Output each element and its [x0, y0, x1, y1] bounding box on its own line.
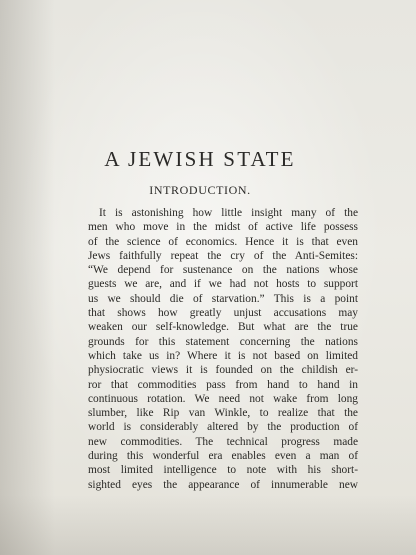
- text-line: sighted eyes the appearance of innumerable new: [88, 478, 358, 491]
- section-heading: INTRODUCTION.: [149, 183, 251, 197]
- text-line: Jews faithfully repeat the cry of the Anti-Semites:: [88, 249, 358, 262]
- text-line: slumber, like Rip van Winkle, to realize that the: [88, 407, 358, 420]
- text-line: which take us in? Where it is not based on limited: [88, 349, 358, 362]
- text-line: world is considerably altered by the production of: [88, 421, 358, 434]
- text-line: that shows how greatly unjust accusations may: [88, 307, 358, 320]
- text-line: grounds for this statement concerning the nations: [88, 335, 358, 348]
- text-line: continuous rotation. We need not wake from long: [88, 392, 358, 405]
- text-line: men who move in the midst of active life possess: [88, 221, 358, 234]
- text-line: guests we are, and if we had not hosts to support: [88, 278, 358, 291]
- page-shadow-bottom: [0, 495, 416, 555]
- text-line: It is astonishing how little insight many of the: [99, 207, 358, 219]
- text-line: “We depend for sustenance on the nations whose: [88, 264, 358, 277]
- text-line: us we should die of starvation.” This is a point: [88, 292, 358, 305]
- text-line: of the science of economics. Hence it is that even: [88, 235, 358, 248]
- text-line: during this wonderful era enables even a man of: [88, 450, 358, 463]
- text-line: most limited intelligence to note with his short-: [88, 464, 358, 477]
- text-line: ror that commodities pass from hand to hand in: [88, 378, 358, 391]
- text-line: physiocratic views it is founded on the childish er-: [88, 364, 358, 377]
- text-line: new commodities. The technical progress made: [88, 435, 358, 448]
- book-title: A JEWISH STATE: [104, 147, 296, 171]
- body-paragraph: [88, 206, 358, 492]
- page-shadow-left: [0, 0, 55, 555]
- text-line: weaken our self-knowledge. But what are the true: [88, 321, 358, 334]
